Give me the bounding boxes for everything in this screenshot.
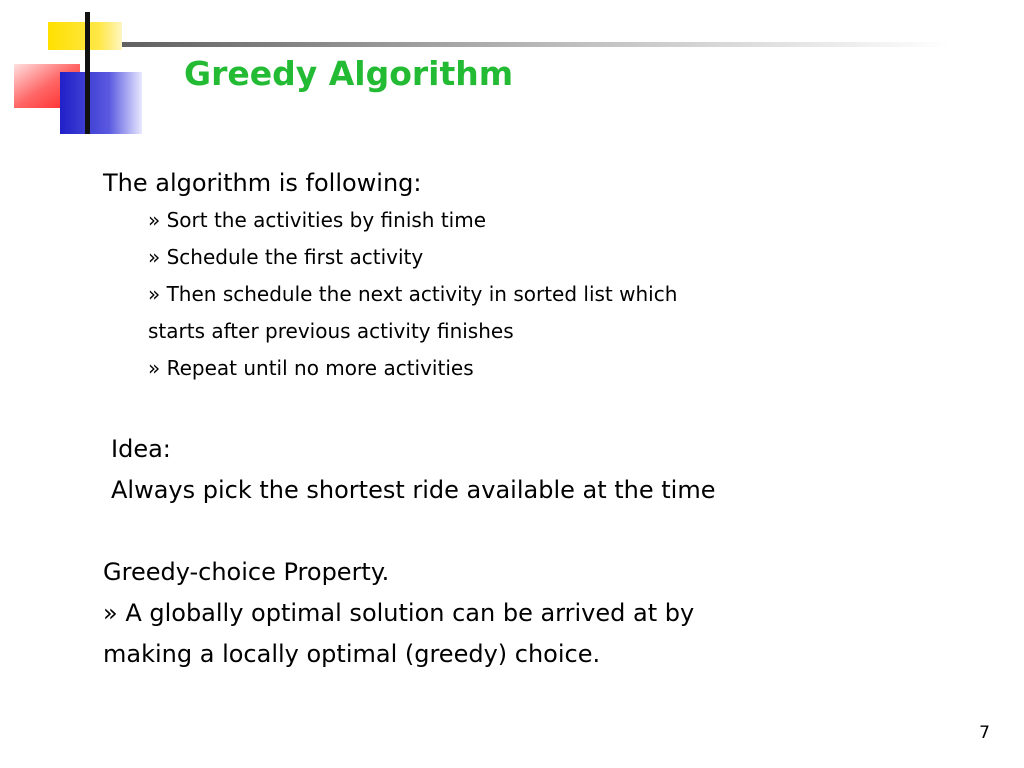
intro-text: The algorithm is following: [103,169,422,197]
page-number: 7 [979,723,990,743]
property-title: Greedy-choice Property. [103,558,390,586]
step-item: » Schedule the first activity [148,245,424,269]
blue-block [60,72,142,134]
header-rule [70,42,950,47]
property-line: » A globally optimal solution can be arrived at by [103,599,695,627]
step-item: » Repeat until no more activities [148,356,474,380]
step-item: » Then schedule the next activity in sorted list which [148,282,678,306]
step-item: starts after previous activity finishes [148,319,514,343]
vertical-bar [85,12,90,134]
property-line: making a locally optimal (greedy) choice. [103,640,601,668]
idea-label: Idea: [111,435,171,463]
step-item: » Sort the activities by finish time [148,208,487,232]
idea-text: Always pick the shortest ride available at the time [111,476,716,504]
slide-title: Greedy Algorithm [184,54,514,93]
